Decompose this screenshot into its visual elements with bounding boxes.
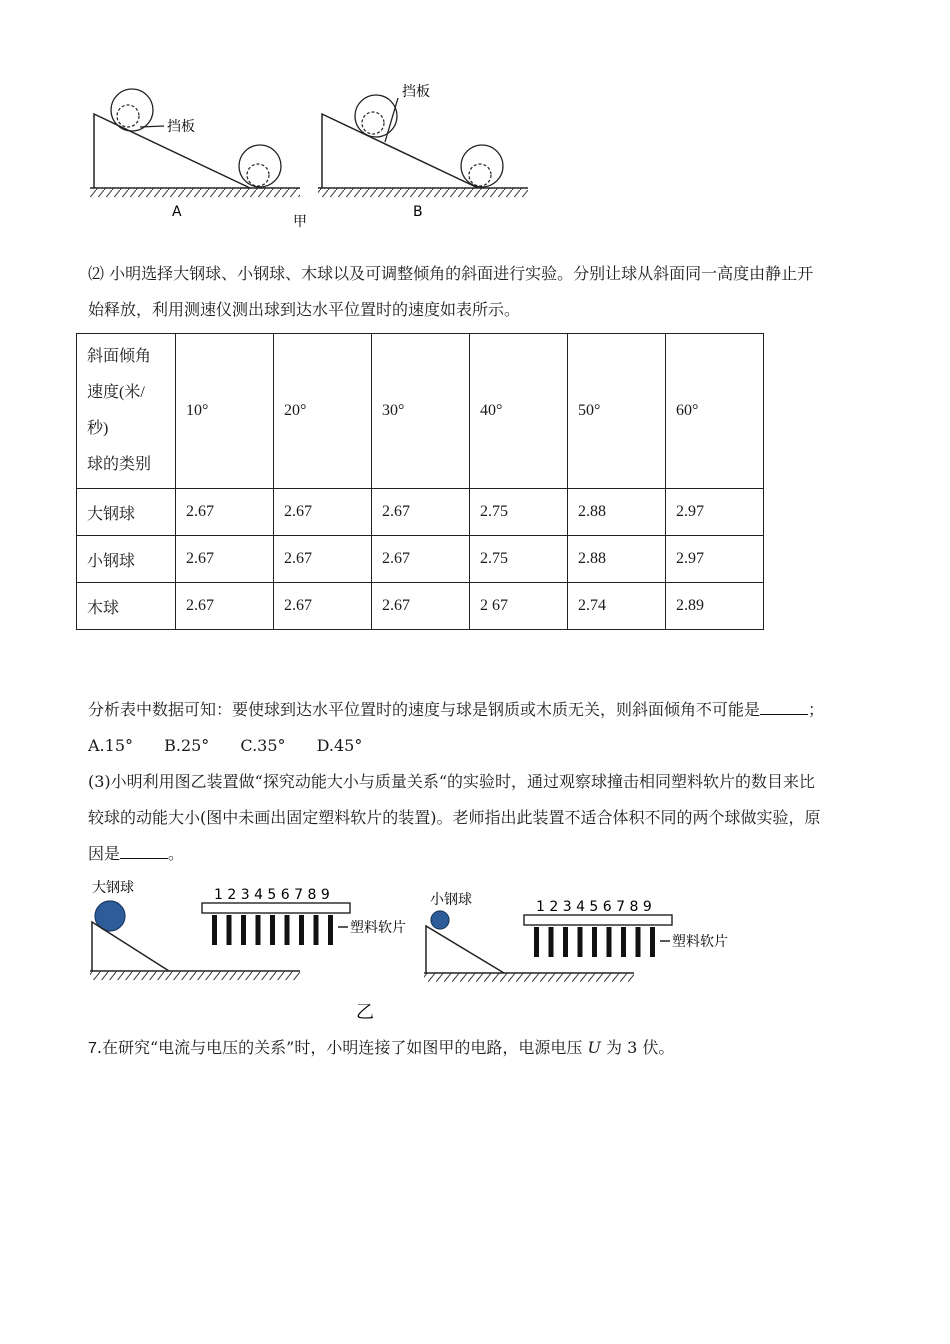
table-row (77, 489, 764, 536)
choice-b: B.25° (164, 736, 210, 755)
analysis-choices (88, 728, 868, 764)
figure-caption-yi: 乙 (356, 1002, 374, 1023)
plastic-strip (578, 927, 583, 957)
plastic-strip (328, 915, 333, 945)
row-label: 大钢球 (77, 489, 176, 536)
row-label: 木球 (77, 583, 176, 630)
question-3-line2: 较球的动能大小(图中未画出固定塑料软片的装置)。老师指出此装置不适合体积不同的两个球做实验，原 (88, 808, 821, 827)
angle-header: 40° (470, 334, 568, 489)
table-cell: 2.97 (666, 489, 764, 536)
choice-d: D.45° (316, 736, 363, 755)
table-cell: 2 67 (470, 583, 568, 630)
angle-header: 60° (666, 334, 764, 489)
question-number: 7 (88, 1040, 97, 1057)
angle-header: 50° (568, 334, 666, 489)
speed-table (76, 333, 764, 630)
plastic-strip (314, 915, 319, 945)
table-cell: 2.67 (372, 583, 470, 630)
question-3-line1: (3)小明利用图乙装置做“探究动能大小与质量关系“的实验时，通过观察球撞击相同塑料软片的数目来比 (88, 772, 816, 791)
analysis-text: 分析表中数据可知：要使球到达水平位置时的速度与球是钢质或木质无关，则斜面倾角不可能是 ； (88, 692, 868, 728)
question-2-text (88, 256, 868, 328)
answer-blank[interactable] (760, 696, 808, 715)
angle-header: 10° (176, 334, 274, 489)
small-ball-label: 小钢球 (430, 892, 472, 908)
plastic-strip (621, 927, 626, 957)
plastic-strip (534, 927, 539, 957)
strip-numbers: 1 2 3 4 5 6 7 8 9 (214, 887, 330, 903)
table-cell: 2.89 (666, 583, 764, 630)
setup-b (318, 83, 528, 220)
plastic-strip (592, 927, 597, 957)
label-a: A (172, 204, 182, 220)
plastic-strip (256, 915, 261, 945)
plastic-strip (607, 927, 612, 957)
plastic-strip (270, 915, 275, 945)
table-cell: 2.67 (274, 489, 372, 536)
strip-holder (202, 903, 350, 913)
plastic-strip (650, 927, 655, 957)
label-b: B (413, 204, 423, 220)
table-row (77, 583, 764, 630)
row-label: 小钢球 (77, 536, 176, 583)
plastic-strip (285, 915, 290, 945)
table-cell: 2.74 (568, 583, 666, 630)
plastic-strip (212, 915, 217, 945)
table-cell: 2.88 (568, 536, 666, 583)
baffle-label-b: 挡板 (402, 84, 430, 100)
plastic-strips (534, 927, 655, 957)
table-cell: 2.67 (372, 489, 470, 536)
question-3-text: (3)小明利用图乙装置做“探究动能大小与质量关系“的实验时，通过观察球撞击相同塑料软片的数目来比 较球的动能大小(图中未画出固定塑料软片的装置)。老师指出此装置不适合体积不同的两个球做实验，原 因是 。 (88, 772, 821, 863)
baffle-label-a: 挡板 (167, 119, 195, 135)
question-2-line1: ⑵ 小明选择大钢球、小钢球、木球以及可调整倾角的斜面进行实验。分别让球从斜面同一高度由静止开 (88, 264, 814, 283)
table-cell: 2.75 (470, 536, 568, 583)
table-cell: 2.75 (470, 489, 568, 536)
table-header-row (77, 334, 764, 489)
table-cell: 2.67 (274, 583, 372, 630)
plastic-strip (227, 915, 232, 945)
answer-blank[interactable] (120, 840, 168, 859)
angle-header: 30° (372, 334, 470, 489)
choice-a: A.15° (88, 736, 133, 755)
figure-caption-jia: 甲 (293, 214, 307, 230)
question-2-line2: 始释放，利用测速仪测出球到达水平位置时的速度如表所示。 (88, 300, 521, 319)
choice-c: C.35° (240, 736, 286, 755)
plastic-strip (299, 915, 304, 945)
table-cell: 2.67 (176, 489, 274, 536)
angle-header: 20° (274, 334, 372, 489)
table-cell: 2.67 (176, 583, 274, 630)
figure-yi (84, 872, 764, 1032)
table-cell: 2.67 (372, 536, 470, 583)
question-7-text: 7.在研究“电流与电压的关系”时，小明连接了如图甲的电路，电源电压 U 为 3 伏。 (88, 1038, 675, 1057)
strip-label-left: 塑料软片 (350, 920, 406, 936)
plastic-strip (549, 927, 554, 957)
table-row (77, 536, 764, 583)
plastic-strip (636, 927, 641, 957)
strip-holder (524, 915, 672, 925)
figure-jia (80, 80, 540, 240)
big-ball-label: 大钢球 (92, 880, 134, 896)
table-cell: 2.67 (274, 536, 372, 583)
table-cell: 2.88 (568, 489, 666, 536)
plastic-strips (212, 915, 333, 945)
plastic-strip (241, 915, 246, 945)
table-cell: 2.97 (666, 536, 764, 583)
plastic-strip (563, 927, 568, 957)
table-corner-cell: 斜面倾角 速度(米/ 秒) 球的类别 (77, 334, 176, 489)
strip-label-right: 塑料软片 (672, 934, 728, 950)
strip-numbers: 1 2 3 4 5 6 7 8 9 (536, 899, 652, 915)
setup-big-ball (90, 879, 406, 980)
table-cell: 2.67 (176, 536, 274, 583)
setup-small-ball (424, 892, 728, 982)
setup-a (90, 89, 300, 220)
small-steel-ball (431, 911, 449, 929)
